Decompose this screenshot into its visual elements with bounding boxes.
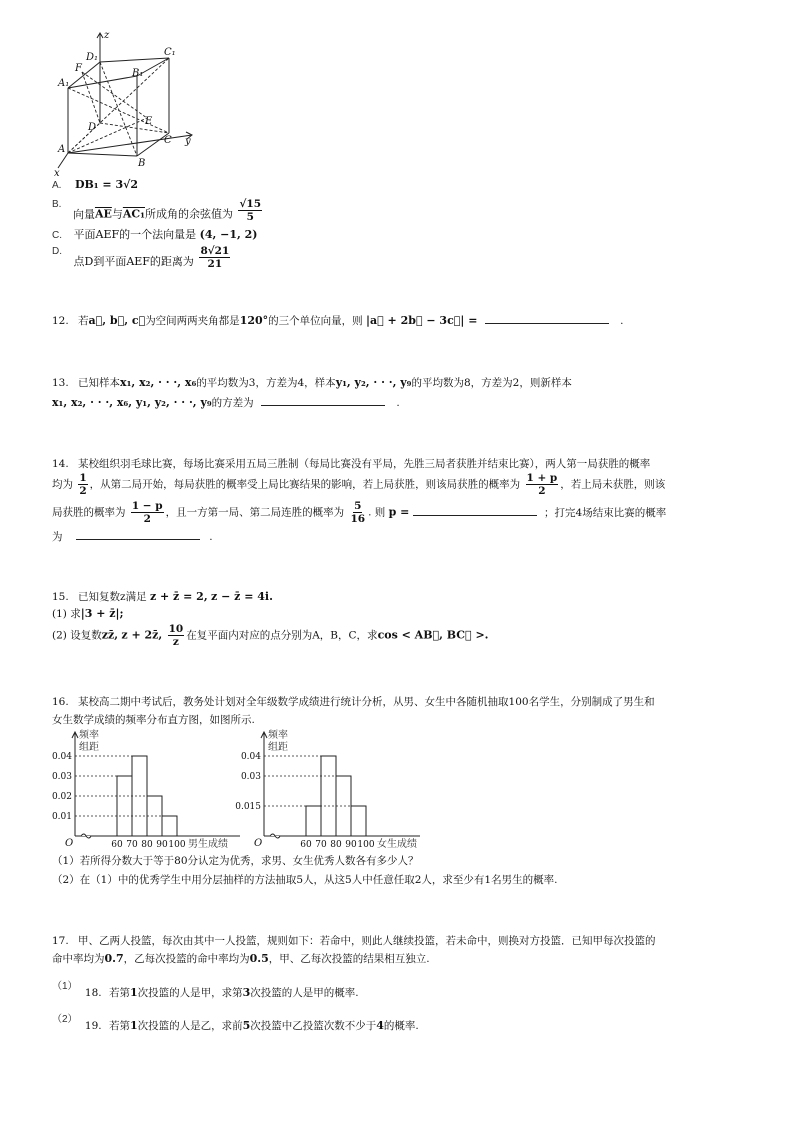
- question-16-line-2: 女生数学成绩的频率分布直方图，如图所示.: [52, 714, 255, 726]
- option-text: 平面AEF的一个法向量是: [73, 228, 197, 241]
- bar-60-70: [117, 776, 132, 836]
- vector-ae: $\overline{AE}$: [94, 207, 112, 221]
- y-axis-label: 组距: [268, 742, 288, 753]
- label-y: y: [185, 136, 191, 147]
- axis-break: [81, 834, 91, 838]
- question-number: 16.: [52, 696, 69, 708]
- answer-blank-p[interactable]: [413, 505, 537, 516]
- y-tick-label: 0.01: [51, 812, 72, 822]
- question-14-line-1: 14. 某校组织羽毛球比赛，每场比赛采用五局三胜制（每局比赛没有平局，先胜三局者获胜并结束比赛），两人第一局获胜的概率: [52, 458, 651, 470]
- label-x: x: [54, 168, 60, 179]
- question-15-part-2: (2) 设复数zz̄, z + 2z̄, $\frac{10}{z}$ 在复平面内对应的点分别为A，B，C，求cos < AB⃗, BC⃗ >.: [52, 623, 489, 648]
- origin-label: O: [65, 838, 74, 849]
- expression: |a⃗ + 2b⃗ − 3c⃗| =: [366, 314, 478, 327]
- option-c: [52, 228, 258, 243]
- answer-blank-probability[interactable]: [76, 529, 200, 540]
- x-axis: [58, 153, 68, 168]
- x-tick-label: 60: [111, 840, 123, 850]
- option-b: [52, 198, 264, 223]
- x-tick-label: 60: [300, 840, 312, 850]
- question-number: 14.: [52, 458, 69, 470]
- x-tick-label: 90: [345, 840, 357, 850]
- vector-ac1: AC₁: [122, 207, 145, 221]
- option-text-mid: 与: [111, 207, 123, 221]
- x-tick-label: 100: [357, 840, 375, 850]
- female-score-histogram: [232, 728, 422, 854]
- label-B: B: [138, 158, 146, 169]
- fraction: $\frac{10}{z}$: [168, 623, 184, 648]
- question-number: 12.: [52, 315, 69, 327]
- x-tick-label: 80: [141, 840, 153, 850]
- fraction: $\frac{√15}{5}$: [239, 198, 261, 223]
- cube-figure: [52, 28, 202, 180]
- question-17-sub-1: （1） 18. 若第1次投篮的人是甲，求第3次投篮的人是甲的概率.: [52, 981, 359, 999]
- answer-blank[interactable]: [261, 395, 385, 406]
- origin-label: O: [254, 838, 263, 849]
- label-D: D: [88, 122, 97, 133]
- option-letter: C.: [52, 230, 62, 241]
- question-13-line-2: x₁, x₂, · · ·, x₆, y₁, y₂, · · ·, y₉的方差为 .: [52, 396, 400, 409]
- x-tick-label: 90: [156, 840, 168, 850]
- question-16-part-2: （2）在（1）中的优秀学生中用分层抽样的方法抽取5人，从这5人中任意任取2人，求至少有1名男生的概率.: [52, 874, 558, 886]
- question-number: 13.: [52, 377, 69, 389]
- option-letter: A.: [52, 180, 62, 191]
- bar-70-80: [321, 756, 336, 836]
- question-16-part-1: （1）若所得分数大于等于80分认定为优秀，求男、女生优秀人数各有多少人？: [52, 855, 419, 867]
- x-tick-label: 70: [315, 840, 327, 850]
- question-number: 17.: [52, 935, 69, 947]
- question-17-line-2: 命中率均为0.7，乙每次投篮的命中率均为0.5，甲、乙每次投篮的结果相互独立.: [52, 952, 430, 965]
- y-tick-label: 0.03: [51, 772, 72, 782]
- label-F: F: [75, 63, 82, 74]
- bar-60-70: [306, 806, 321, 836]
- x-axis-label: 男生成绩: [188, 839, 228, 850]
- male-score-histogram: [50, 728, 250, 854]
- option-text: 点D到平面AEF的距离为: [73, 254, 194, 268]
- y-tick-label: 0.04: [51, 752, 72, 762]
- label-A: A: [58, 144, 66, 155]
- fraction: $\frac{1 + p}{2}$: [526, 472, 558, 497]
- y-tick-label: 0.04: [240, 752, 261, 762]
- normal-vector: (4, −1, 2): [199, 228, 258, 241]
- question-12: 12. 若a⃗, b⃗, c⃗为空间两两夹角都是120°的三个单位向量，则 |a⃗ + 2b⃗ − 3c⃗| = .: [52, 314, 624, 327]
- bar-90-100: [351, 806, 366, 836]
- y-axis-label: 频率: [79, 730, 99, 741]
- y-tick-label: 0.015: [235, 802, 261, 812]
- option-text-prefix: 向量: [72, 207, 95, 221]
- y-axis-label: 组距: [79, 742, 99, 753]
- label-C1: C₁: [164, 47, 176, 58]
- question-14-line-3: 局获胜的概率为 $\frac{1 - p}{2}$ ，且一方第一局、第二局连胜的概率为 $\frac{5}{16}$ . 则 p = ；打完4场结束比赛的概率: [52, 500, 667, 525]
- fraction: $\frac{8√21}{21}$: [200, 245, 230, 270]
- question-14-line-2: 均为 $\frac{1}{2}$ ，从第二局开始，每局获胜的概率受上局比赛结果的影响，若上局获胜，则该局获胜的概率为 $\frac{1 + p}{2}$ ，若上局未获胜，则该: [52, 472, 666, 497]
- question-15-line-1: 15. 已知复数z满足 z + z̄ = 2, z − z̄ = 4i.: [52, 590, 273, 603]
- y-tick-label: 0.02: [51, 792, 72, 802]
- x-tick-label: 100: [168, 840, 186, 850]
- question-16-line-1: 16. 某校高二期中考试后，教务处计划对全年级数学成绩进行统计分析，从男、女生中各随机抽取100名学生，分别制成了男生和: [52, 696, 655, 708]
- option-a: [52, 178, 138, 193]
- label-z: z: [104, 30, 110, 41]
- label-C: C: [164, 135, 172, 146]
- option-text: DB₁ = 3√2: [74, 178, 139, 191]
- axis-break: [270, 834, 280, 838]
- label-E: E: [145, 116, 153, 127]
- question-14-line-4: 为 .: [52, 531, 213, 543]
- option-d: [52, 245, 232, 270]
- question-17-sub-2: （2） 19. 若第1次投篮的人是乙，求前5次投篮中乙投篮次数不少于4的概率.: [52, 1014, 419, 1032]
- x-tick-label: 80: [330, 840, 342, 850]
- question-number: 15.: [52, 591, 69, 603]
- y-tick-label: 0.03: [240, 772, 261, 782]
- question-13-line-1: 13. 已知样本x₁, x₂, · · ·, x₆的平均数为3，方差为4，样本y₁, y₂, · · ·, y₉的平均数为8，方差为2，则新样本: [52, 376, 572, 389]
- x-tick-label: 70: [126, 840, 138, 850]
- x-axis-label: 女生成绩: [377, 839, 417, 850]
- y-axis-label: 频率: [268, 730, 288, 741]
- fraction: $\frac{1}{2}$: [79, 472, 87, 497]
- option-letter: B.: [52, 199, 62, 210]
- bar-90-100: [162, 816, 177, 836]
- option-text-suffix: 所成角的余弦值为: [144, 207, 233, 221]
- question-17-line-1: 17. 甲、乙两人投篮，每次由其中一人投篮，规则如下：若命中，则此人继续投篮，若未命中，则换对方投篮．已知甲每次投篮的: [52, 935, 656, 947]
- option-letter: D.: [52, 246, 62, 257]
- question-15-part-1: (1) 求|3 + z̄|;: [52, 607, 124, 620]
- label-A1: A₁: [58, 78, 70, 89]
- answer-blank[interactable]: [485, 313, 609, 324]
- label-D1: D₁: [86, 52, 99, 63]
- label-B1: B₁: [132, 68, 144, 79]
- fraction: $\frac{5}{16}$: [350, 500, 366, 525]
- fraction: $\frac{1 - p}{2}$: [131, 500, 163, 525]
